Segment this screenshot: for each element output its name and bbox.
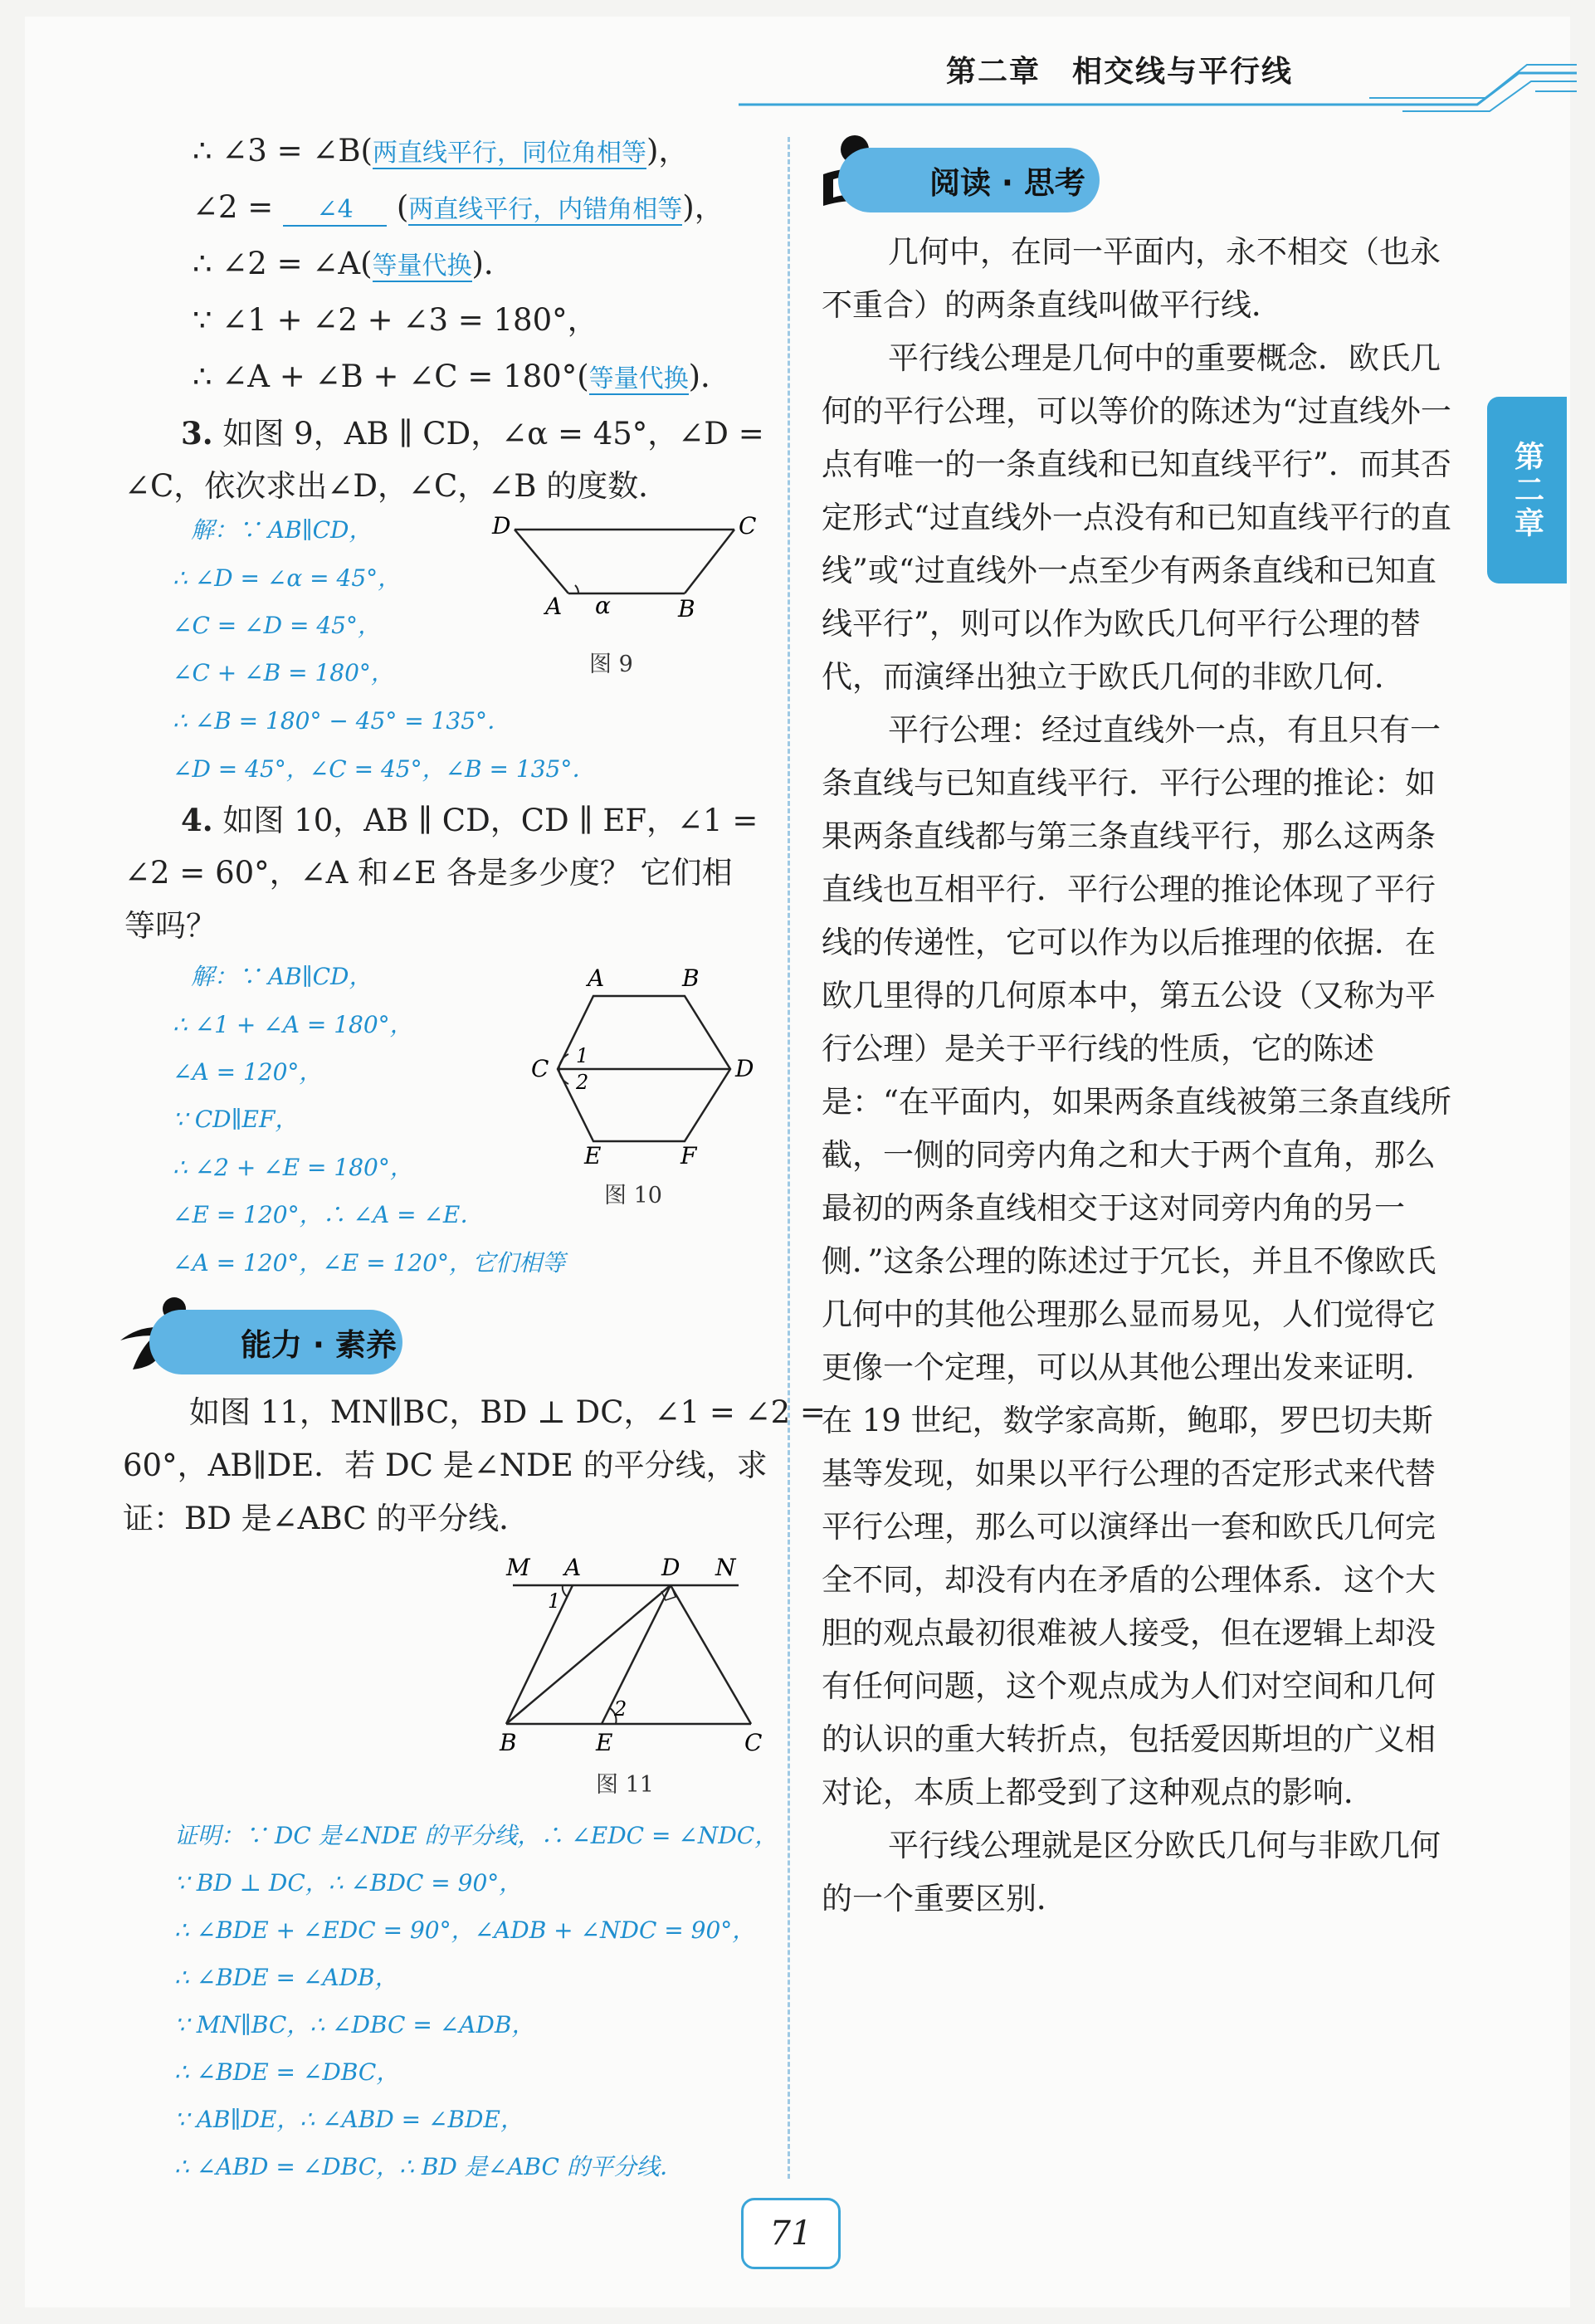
q3-solution-1: 解：∵ AB∥CD， [191,516,373,544]
fig11-label-b: B [500,1729,517,1756]
solution-line-5: ∴ ∠A + ∠B + ∠C = 180°(等量代换)． [193,359,732,394]
q3-solution-4: ∠C + ∠B = 180°， [173,659,394,686]
fig10-label-a: A [588,964,605,992]
figure-10-caption: 图 10 [604,1183,662,1208]
proof-line-5: ∵ MN∥BC，∴ ∠DBC = ∠ADB， [174,2011,535,2038]
proof-line-1: 证明：∵ DC 是∠NDE 的平分线，∴ ∠EDC = ∠NDC， [174,1822,778,1849]
fig9-label-b: B [678,595,695,622]
reading-paragraph-1: 几何中，在同一平面内，永不相交（也永不重合）的两条直线叫做平行线． [822,234,1441,323]
proof-line-3: ∴ ∠BDE + ∠EDC = 90°，∠ADB + ∠NDC = 90°， [174,1916,756,1944]
reading-paragraph-2: 平行线公理是几何中的重要概念．欧氏几何的平行公理，可以等价的陈述为“过直线外一点有唯一的一条直线和已知直线平行”．而其否定形式“过直线外一点没有和已知直线平行的直线”或“过直线外一点至少有两条直线和已知直线平行”，则可以作为欧氏几何平行公理的替代，而演绎出独立于欧氏几何的非欧几何． [822,340,1451,695]
chapter-side-tab: 第二章 [1487,397,1567,583]
q4-solution-2: ∴ ∠1 + ∠A = 180°， [173,1011,413,1038]
q4-solution-6: ∠E = 120°，∴ ∠A = ∠E． [173,1201,484,1228]
figure-11-diagram [490,1545,780,1761]
q4-solution-4: ∵ CD∥EF， [173,1106,299,1133]
fig10-label-d: D [735,1055,754,1082]
fig9-label-d: D [492,512,511,540]
fig10-label-2: 2 [576,1071,589,1094]
q4-solution-1: 解：∵ AB∥CD， [191,963,373,990]
fig11-label-a: A [564,1554,582,1581]
proof-line-8: ∴ ∠ABD = ∠DBC，∴ BD 是∠ABC 的平分线． [174,2153,683,2180]
page-number: 71 [741,2198,841,2269]
fig10-label-b: B [682,964,700,992]
problem-line-2: 60°，AB∥DE．若 DC 是∠NDE 的平分线，求 [123,1448,768,1483]
column-divider [788,137,790,2179]
figure-10-hexagon [523,963,772,1170]
fig11-label-d: D [661,1554,680,1581]
figure-9-caption: 图 9 [589,652,633,677]
fig11-label-1: 1 [548,1589,561,1613]
fig11-label-m: M [506,1554,530,1581]
fig10-label-f: F [680,1142,697,1169]
solution-line-3: ∴ ∠2 = ∠A(等量代换)． [193,246,515,281]
question-3-line-1: 3. 如图 9，AB ∥ CD，∠α = 45°，∠D = [181,415,764,452]
question-4-line-3: 等吗？ [124,908,217,944]
proof-line-2: ∵ BD ⊥ DC，∴ ∠BDC = 90°， [174,1869,523,1897]
question-4-line-2: ∠2 = 60°，∠A 和∠E 各是多少度？ 它们相 [124,855,733,891]
q4-solution-3: ∠A = 120°， [173,1058,323,1086]
fig11-label-c: C [744,1729,763,1756]
reading-passage [822,226,1461,1926]
solution-line-1: ∴ ∠3 = ∠B(两直线平行，同位角相等)， [193,133,690,168]
q4-solution-7: ∠A = 120°，∠E = 120°，它们相等 [173,1249,565,1277]
fig11-label-n: N [715,1554,736,1581]
fig11-label-2: 2 [614,1697,627,1721]
figure-9-trapezoid [485,510,768,635]
figure-11-caption: 图 11 [596,1772,654,1798]
reading-paragraph-4: 平行线公理就是区分欧氏几何与非欧几何的一个重要区别． [822,1828,1441,1916]
fig9-label-a: A [545,593,563,620]
fig10-label-c: C [531,1055,549,1082]
question-3-line-2: ∠C，依次求出∠D，∠C，∠B 的度数． [124,468,670,504]
solution-line-4: ∵ ∠1 + ∠2 + ∠3 = 180°， [193,302,598,338]
fig9-label-alpha: α [595,592,611,619]
q3-solution-6: ∠D = 45°，∠C = 45°，∠B = 135°． [173,755,596,783]
q3-solution-2: ∴ ∠D = ∠α = 45°， [173,564,402,592]
problem-line-1: 如图 11，MN∥BC，BD ⊥ DC，∠1 = ∠2 = [189,1394,826,1430]
fig11-label-e: E [596,1729,613,1756]
question-4-line-1: 4. 如图 10，AB ∥ CD，CD ∥ EF，∠1 = [181,802,758,838]
proof-line-6: ∴ ∠BDE = ∠DBC， [174,2058,400,2086]
q4-solution-5: ∴ ∠2 + ∠E = 180°， [173,1154,413,1181]
chapter-title: 第二章 相交线与平行线 [946,55,1294,89]
problem-line-3: 证：BD 是∠ABC 的平分线． [123,1501,530,1536]
fig10-label-1: 1 [576,1044,589,1067]
q3-solution-5: ∴ ∠B = 180° − 45° = 135°． [173,707,511,735]
q3-solution-3: ∠C = ∠D = 45°， [173,612,381,639]
fig10-label-e: E [584,1142,602,1169]
proof-line-4: ∴ ∠BDE = ∠ADB， [174,1964,398,1991]
solution-line-2: ∠2 = ∠4 (两直线平行，内错角相等)， [193,189,725,225]
ability-banner: 能力 · 素养 [149,1310,402,1374]
reading-banner: 阅读 · 思考 [838,148,1100,212]
fig9-label-c: C [739,512,757,540]
reading-paragraph-3: 平行公理：经过直线外一点，有且只有一条直线与已知直线平行．平行公理的推论：如果两条直线都与第三条直线平行，那么这两条直线也互相平行．平行公理的推论体现了平行线的传递性，它可以作为以后推理的依据．在欧几里得的几何原本中，第五公设（又称为平行公理）是关于平行线的性质，它的陈述是：“在平面内，如果两条直线被第三条直线所截，一侧的同旁内角之和大于两个直角，那么最初的两条直线相交于这对同旁内角的另一侧．”这条公理的陈述过于冗长，并且不像欧氏几何中的其他公理那么显而易见，人们觉得它更像一个定理，可以从其他公理出发来证明．在 19 世纪，数学家高斯，鲍耶，罗巴切夫斯基等发现，如果以平行公理的否定形式来代替平行公理，那么可以演绎出一套和欧氏几何完全不同，却没有内在矛盾的公理体系．这个大胆的观点最初很难被人接受，但在逻辑上却没有任何问题，这个观点成为人们对空间和几何的认识的重大转折点，包括爱因斯坦的广义相对论，本质上都受到了这种观点的影响． [822,712,1451,1810]
proof-line-7: ∵ AB∥DE，∴ ∠ABD = ∠BDE， [174,2106,524,2133]
